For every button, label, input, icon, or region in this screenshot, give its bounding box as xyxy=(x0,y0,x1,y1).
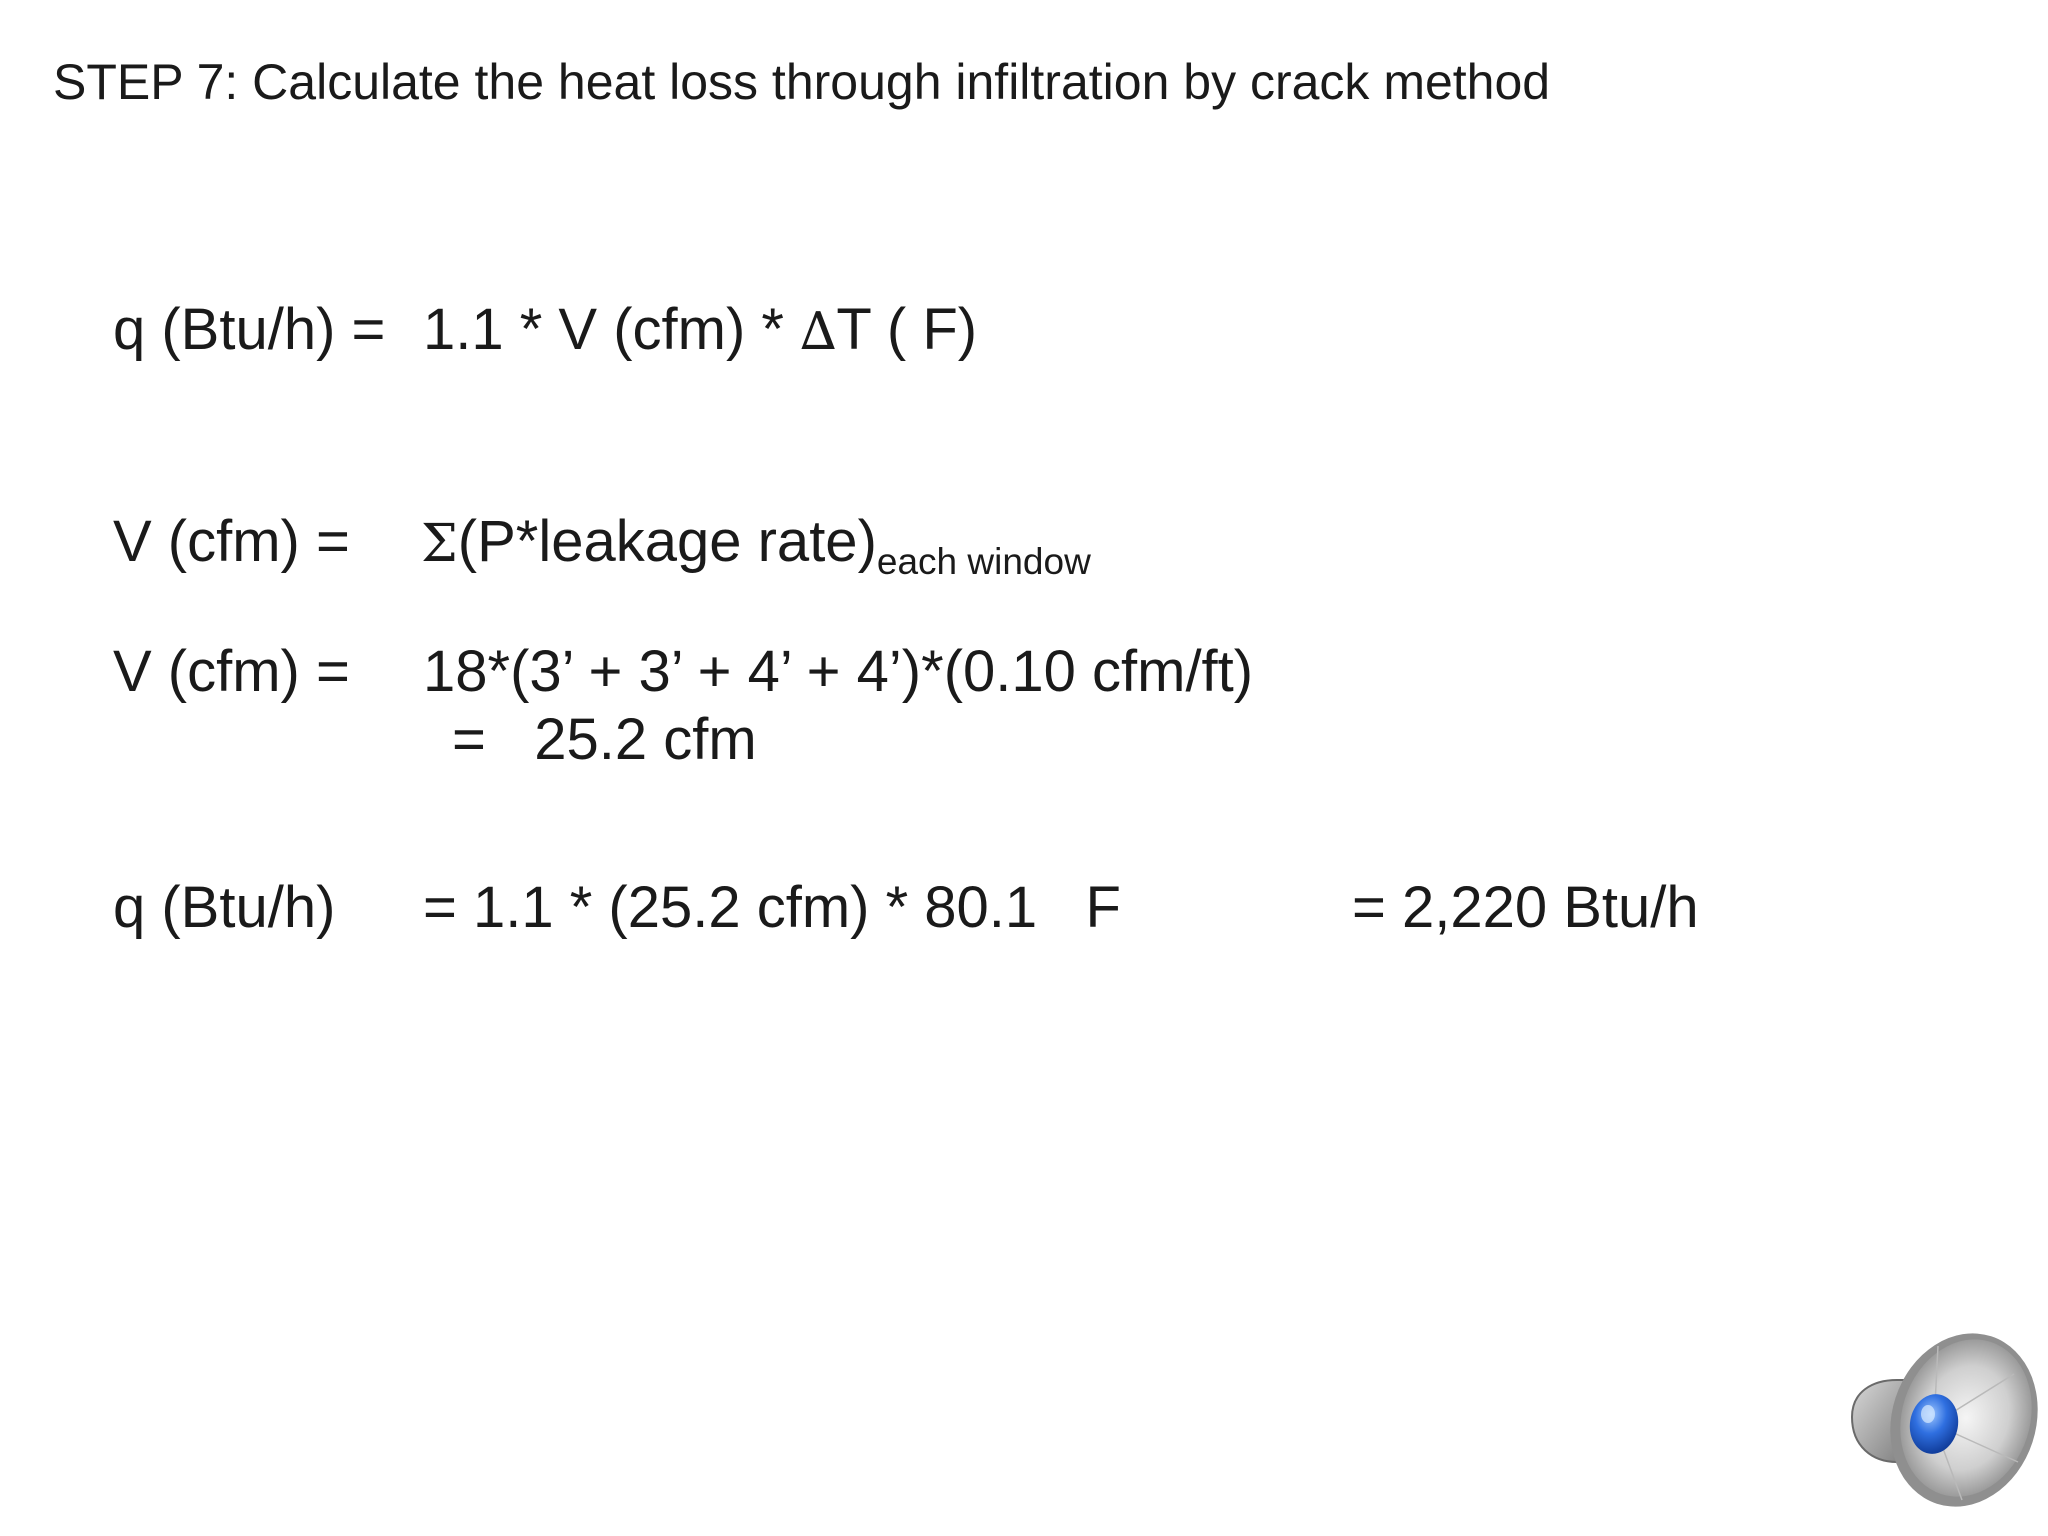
slide-title: STEP 7: Calculate the heat loss through infiltration by crack method xyxy=(53,54,1551,110)
volume-definition-subscript: each window xyxy=(876,540,1091,582)
volume-calc-result: = 25.2 cfm xyxy=(452,707,757,772)
sigma-symbol: Σ xyxy=(421,514,458,574)
formula-rhs xyxy=(423,296,977,366)
volume-calc-lhs: V (cfm) = xyxy=(113,639,350,704)
volume-definition-lhs: V (cfm) = xyxy=(113,509,350,574)
heat-loss-rhs: = 1.1 * (25.2 cfm) * 80.1 F xyxy=(423,875,1121,940)
heat-loss-lhs: q (Btu/h) xyxy=(113,875,336,940)
formula-lhs: q (Btu/h) = xyxy=(113,297,386,362)
heat-loss-result: = 2,220 Btu/h xyxy=(1352,875,1699,940)
formula-rhs-suffix: T ( F) xyxy=(836,297,978,362)
delta-symbol: ∆ xyxy=(800,302,837,362)
volume-definition-main: (P*leakage rate) xyxy=(457,509,877,574)
formula-rhs-prefix: 1.1 * V (cfm) * xyxy=(423,297,801,362)
volume-definition-rhs xyxy=(421,508,1091,582)
speaker-icon[interactable] xyxy=(1842,1322,2042,1512)
volume-calc-rhs: 18*(3’ + 3’ + 4’ + 4’)*(0.10 cfm/ft) xyxy=(423,639,1254,704)
